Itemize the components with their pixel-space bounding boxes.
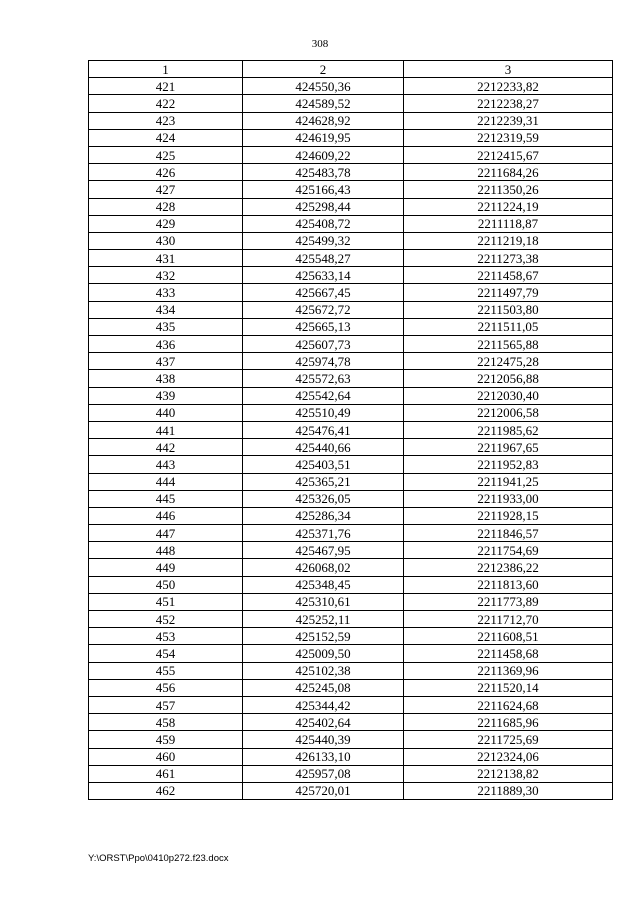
table-row: [89, 542, 613, 559]
x-coordinate-cell: 424589,52: [243, 95, 404, 112]
table-row: [89, 318, 613, 335]
table-row: [89, 748, 613, 765]
x-coordinate-cell: 425974,78: [243, 353, 404, 370]
table-row: [89, 181, 613, 198]
table-row: [89, 232, 613, 249]
y-coordinate-cell: 2211511,05: [404, 318, 613, 335]
point-number-cell: 435: [89, 318, 243, 335]
y-coordinate-cell: 2211754,69: [404, 542, 613, 559]
x-coordinate-cell: 424609,22: [243, 146, 404, 163]
table-row: [89, 129, 613, 146]
table-row: [89, 662, 613, 679]
point-number-cell: 459: [89, 731, 243, 748]
point-number-cell: 439: [89, 387, 243, 404]
y-coordinate-cell: 2211725,69: [404, 731, 613, 748]
point-number-cell: 451: [89, 593, 243, 610]
table-row: [89, 679, 613, 696]
y-coordinate-cell: 2211219,18: [404, 232, 613, 249]
x-coordinate-cell: 425245,08: [243, 679, 404, 696]
y-coordinate-cell: 2211685,96: [404, 714, 613, 731]
file-path-footer: Y:\ORST\Ppo\0410p272.f23.docx: [88, 853, 229, 864]
y-coordinate-cell: 2212386,22: [404, 559, 613, 576]
y-coordinate-cell: 2211928,15: [404, 507, 613, 524]
table-row: [89, 696, 613, 713]
table-row: [89, 164, 613, 181]
table-header-row: [89, 61, 613, 78]
y-coordinate-cell: 2212138,82: [404, 765, 613, 782]
coordinates-table: [88, 60, 613, 800]
table-row: [89, 250, 613, 267]
y-coordinate-cell: 2211224,19: [404, 198, 613, 215]
table-row: [89, 301, 613, 318]
y-coordinate-cell: 2211684,26: [404, 164, 613, 181]
point-number-cell: 438: [89, 370, 243, 387]
point-number-cell: 448: [89, 542, 243, 559]
table-row: [89, 336, 613, 353]
y-coordinate-cell: 2212475,28: [404, 353, 613, 370]
y-coordinate-cell: 2212319,59: [404, 129, 613, 146]
y-coordinate-cell: 2211458,67: [404, 267, 613, 284]
table-row: [89, 95, 613, 112]
x-coordinate-cell: 425402,64: [243, 714, 404, 731]
x-coordinate-cell: 425440,66: [243, 439, 404, 456]
x-coordinate-cell: 425326,05: [243, 490, 404, 507]
point-number-cell: 425: [89, 146, 243, 163]
point-number-cell: 452: [89, 611, 243, 628]
table-row: [89, 439, 613, 456]
table-row: [89, 353, 613, 370]
x-coordinate-cell: 425542,64: [243, 387, 404, 404]
table-row: [89, 714, 613, 731]
y-coordinate-cell: 2211967,65: [404, 439, 613, 456]
x-coordinate-cell: 425440,39: [243, 731, 404, 748]
point-number-cell: 449: [89, 559, 243, 576]
y-coordinate-cell: 2212030,40: [404, 387, 613, 404]
point-number-cell: 442: [89, 439, 243, 456]
x-coordinate-cell: 425499,32: [243, 232, 404, 249]
point-number-cell: 441: [89, 421, 243, 438]
point-number-cell: 447: [89, 525, 243, 542]
x-coordinate-cell: 424628,92: [243, 112, 404, 129]
table-row: [89, 507, 613, 524]
x-coordinate-cell: 425667,45: [243, 284, 404, 301]
table-row: [89, 559, 613, 576]
table-row: [89, 628, 613, 645]
point-number-cell: 432: [89, 267, 243, 284]
y-coordinate-cell: 2211846,57: [404, 525, 613, 542]
table-row: [89, 78, 613, 95]
point-number-cell: 445: [89, 490, 243, 507]
x-coordinate-cell: 425403,51: [243, 456, 404, 473]
table-row: [89, 421, 613, 438]
x-coordinate-cell: 425665,13: [243, 318, 404, 335]
y-coordinate-cell: 2211273,38: [404, 250, 613, 267]
y-coordinate-cell: 2211773,89: [404, 593, 613, 610]
x-coordinate-cell: 425483,78: [243, 164, 404, 181]
table-row: [89, 198, 613, 215]
x-coordinate-cell: 425102,38: [243, 662, 404, 679]
y-coordinate-cell: 2211350,26: [404, 181, 613, 198]
table-row: [89, 611, 613, 628]
table-row: [89, 370, 613, 387]
x-coordinate-cell: 425633,14: [243, 267, 404, 284]
table-row: [89, 112, 613, 129]
table-row: [89, 404, 613, 421]
table-row: [89, 146, 613, 163]
y-coordinate-cell: 2211813,60: [404, 576, 613, 593]
x-coordinate-cell: 425365,21: [243, 473, 404, 490]
table-row: [89, 765, 613, 782]
point-number-cell: 462: [89, 782, 243, 799]
x-coordinate-cell: 425166,43: [243, 181, 404, 198]
column-header: 3: [404, 61, 613, 78]
point-number-cell: 446: [89, 507, 243, 524]
point-number-cell: 428: [89, 198, 243, 215]
point-number-cell: 422: [89, 95, 243, 112]
y-coordinate-cell: 2211503,80: [404, 301, 613, 318]
x-coordinate-cell: 425957,08: [243, 765, 404, 782]
x-coordinate-cell: 426133,10: [243, 748, 404, 765]
point-number-cell: 453: [89, 628, 243, 645]
table-row: [89, 490, 613, 507]
y-coordinate-cell: 2211608,51: [404, 628, 613, 645]
column-header: 1: [89, 61, 243, 78]
y-coordinate-cell: 2212056,88: [404, 370, 613, 387]
point-number-cell: 456: [89, 679, 243, 696]
x-coordinate-cell: 425408,72: [243, 215, 404, 232]
y-coordinate-cell: 2211889,30: [404, 782, 613, 799]
point-number-cell: 443: [89, 456, 243, 473]
point-number-cell: 455: [89, 662, 243, 679]
table-row: [89, 215, 613, 232]
table-row: [89, 576, 613, 593]
x-coordinate-cell: 424619,95: [243, 129, 404, 146]
table-row: [89, 645, 613, 662]
y-coordinate-cell: 2211458,68: [404, 645, 613, 662]
point-number-cell: 444: [89, 473, 243, 490]
y-coordinate-cell: 2211565,88: [404, 336, 613, 353]
table-row: [89, 456, 613, 473]
x-coordinate-cell: 425371,76: [243, 525, 404, 542]
table-row: [89, 782, 613, 799]
point-number-cell: 421: [89, 78, 243, 95]
y-coordinate-cell: 2211712,70: [404, 611, 613, 628]
point-number-cell: 458: [89, 714, 243, 731]
y-coordinate-cell: 2212239,31: [404, 112, 613, 129]
table-row: [89, 593, 613, 610]
x-coordinate-cell: 425548,27: [243, 250, 404, 267]
y-coordinate-cell: 2212415,67: [404, 146, 613, 163]
y-coordinate-cell: 2211118,87: [404, 215, 613, 232]
point-number-cell: 437: [89, 353, 243, 370]
x-coordinate-cell: 425467,95: [243, 542, 404, 559]
point-number-cell: 423: [89, 112, 243, 129]
x-coordinate-cell: 425572,63: [243, 370, 404, 387]
table-row: [89, 731, 613, 748]
x-coordinate-cell: 425672,72: [243, 301, 404, 318]
y-coordinate-cell: 2211985,62: [404, 421, 613, 438]
point-number-cell: 454: [89, 645, 243, 662]
y-coordinate-cell: 2211369,96: [404, 662, 613, 679]
x-coordinate-cell: 425348,45: [243, 576, 404, 593]
point-number-cell: 450: [89, 576, 243, 593]
y-coordinate-cell: 2212006,58: [404, 404, 613, 421]
x-coordinate-cell: 425286,34: [243, 507, 404, 524]
column-header: 2: [243, 61, 404, 78]
point-number-cell: 440: [89, 404, 243, 421]
x-coordinate-cell: 425720,01: [243, 782, 404, 799]
table-body: [89, 78, 613, 800]
x-coordinate-cell: 425344,42: [243, 696, 404, 713]
y-coordinate-cell: 2211941,25: [404, 473, 613, 490]
x-coordinate-cell: 424550,36: [243, 78, 404, 95]
y-coordinate-cell: 2212233,82: [404, 78, 613, 95]
point-number-cell: 433: [89, 284, 243, 301]
x-coordinate-cell: 425298,44: [243, 198, 404, 215]
x-coordinate-cell: 425607,73: [243, 336, 404, 353]
x-coordinate-cell: 425476,41: [243, 421, 404, 438]
point-number-cell: 457: [89, 696, 243, 713]
table-row: [89, 387, 613, 404]
x-coordinate-cell: 425252,11: [243, 611, 404, 628]
point-number-cell: 426: [89, 164, 243, 181]
point-number-cell: 460: [89, 748, 243, 765]
point-number-cell: 427: [89, 181, 243, 198]
point-number-cell: 429: [89, 215, 243, 232]
page-number: 308: [311, 38, 329, 50]
x-coordinate-cell: 426068,02: [243, 559, 404, 576]
point-number-cell: 434: [89, 301, 243, 318]
table-row: [89, 267, 613, 284]
y-coordinate-cell: 2212238,27: [404, 95, 613, 112]
point-number-cell: 430: [89, 232, 243, 249]
y-coordinate-cell: 2211520,14: [404, 679, 613, 696]
y-coordinate-cell: 2211933,00: [404, 490, 613, 507]
y-coordinate-cell: 2211952,83: [404, 456, 613, 473]
x-coordinate-cell: 425009,50: [243, 645, 404, 662]
point-number-cell: 431: [89, 250, 243, 267]
y-coordinate-cell: 2211497,79: [404, 284, 613, 301]
x-coordinate-cell: 425510,49: [243, 404, 404, 421]
table-row: [89, 525, 613, 542]
y-coordinate-cell: 2212324,06: [404, 748, 613, 765]
x-coordinate-cell: 425152,59: [243, 628, 404, 645]
x-coordinate-cell: 425310,61: [243, 593, 404, 610]
table-row: [89, 284, 613, 301]
point-number-cell: 461: [89, 765, 243, 782]
point-number-cell: 424: [89, 129, 243, 146]
y-coordinate-cell: 2211624,68: [404, 696, 613, 713]
point-number-cell: 436: [89, 336, 243, 353]
table-row: [89, 473, 613, 490]
